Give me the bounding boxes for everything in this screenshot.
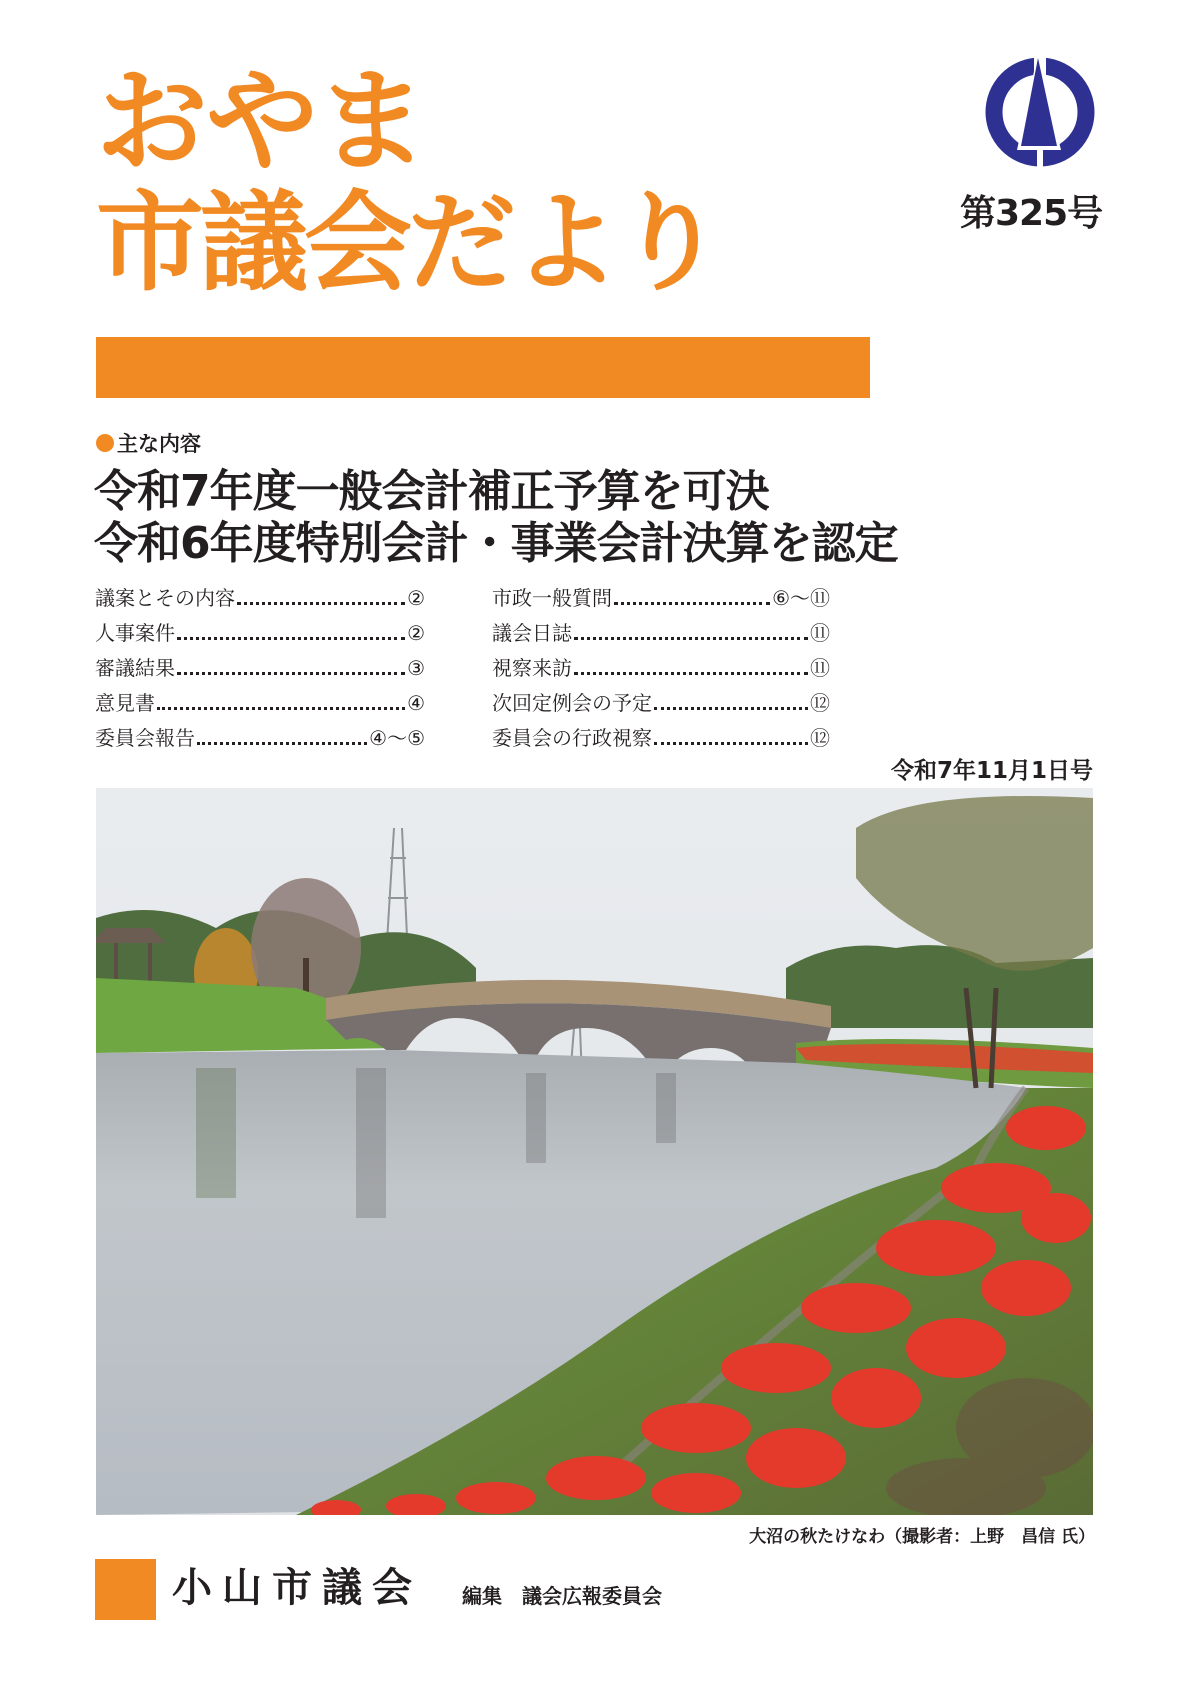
- contents-label: [96, 428, 201, 458]
- toc-item[interactable]: [492, 722, 830, 757]
- toc-leader-dots: [197, 733, 367, 745]
- toc-item-page: ④: [407, 691, 425, 715]
- toc-item[interactable]: [95, 582, 425, 617]
- cover-photo: [96, 788, 1093, 1515]
- toc-leader-dots: [574, 663, 808, 675]
- toc-leader-dots: [177, 628, 405, 640]
- toc-item-label: 議会日誌: [492, 621, 572, 645]
- toc-leader-dots: [157, 698, 405, 710]
- toc-item-label: 委員会の行政視察: [492, 726, 652, 750]
- toc-item-label: 次回定例会の予定: [492, 691, 652, 715]
- footer-editor-name: 議会広報委員会: [522, 1584, 662, 1608]
- toc-leader-dots: [237, 593, 405, 605]
- toc-item[interactable]: [492, 652, 830, 687]
- bullet-dot-icon: [96, 434, 114, 452]
- toc-leader-dots: [177, 663, 405, 675]
- footer-organization: 小山市議会: [172, 1565, 422, 1611]
- toc-item[interactable]: [95, 617, 425, 652]
- toc-item[interactable]: [492, 617, 830, 652]
- toc-item-page: ⑪: [810, 656, 830, 680]
- toc-item-label: 意見書: [95, 691, 155, 715]
- toc-leader-dots: [574, 628, 808, 640]
- headline-1: 令和7年度一般会計補正予算を可決: [94, 466, 769, 517]
- toc-item[interactable]: [492, 582, 830, 617]
- toc-item-page: ⑫: [810, 726, 830, 750]
- toc-item-page: ⑥～⑪: [772, 586, 830, 610]
- photo-caption: 大沼の秋たけなわ（撮影者：上野 昌信 氏）: [749, 1527, 1095, 1547]
- toc-item[interactable]: [492, 687, 830, 722]
- toc-item-page: ②: [407, 621, 425, 645]
- toc-item-label: 市政一般質問: [492, 586, 612, 610]
- toc-item-page: ②: [407, 586, 425, 610]
- toc-item[interactable]: [95, 722, 425, 757]
- toc-item-page: ④～⑤: [369, 726, 425, 750]
- toc-item-page: ⑫: [810, 691, 830, 715]
- toc-leader-dots: [654, 698, 808, 710]
- masthead-title-line2: 市議会だより: [96, 181, 721, 306]
- toc-item-label: 委員会報告: [95, 726, 195, 750]
- toc-item-page: ⑪: [810, 621, 830, 645]
- toc-item-page: ③: [407, 656, 425, 680]
- toc-item[interactable]: [95, 652, 425, 687]
- toc-item-label: 議案とその内容: [95, 586, 235, 610]
- toc-item-label: 審議結果: [95, 656, 175, 680]
- toc-left-column: [95, 582, 425, 757]
- toc-item-label: 人事案件: [95, 621, 175, 645]
- headline-2: 令和6年度特別会計・事業会計決算を認定: [94, 518, 898, 569]
- toc-right-column: [492, 582, 830, 757]
- masthead-title-line1: おやま: [96, 57, 426, 187]
- footer-editor: [462, 1580, 662, 1609]
- toc-leader-dots: [654, 733, 808, 745]
- masthead-orange-bar: [96, 337, 870, 398]
- toc-item-label: 視察来訪: [492, 656, 572, 680]
- toc-item[interactable]: [95, 687, 425, 722]
- contents-label-text: 主な内容: [117, 432, 201, 456]
- issue-number: 第325号: [960, 193, 1103, 234]
- footer-orange-square: [95, 1559, 156, 1620]
- toc-leader-dots: [614, 593, 770, 605]
- oyama-city-emblem-icon: [980, 50, 1100, 170]
- footer-editor-label: 編集: [462, 1584, 502, 1608]
- issue-date: 令和7年11月1日号: [890, 758, 1093, 784]
